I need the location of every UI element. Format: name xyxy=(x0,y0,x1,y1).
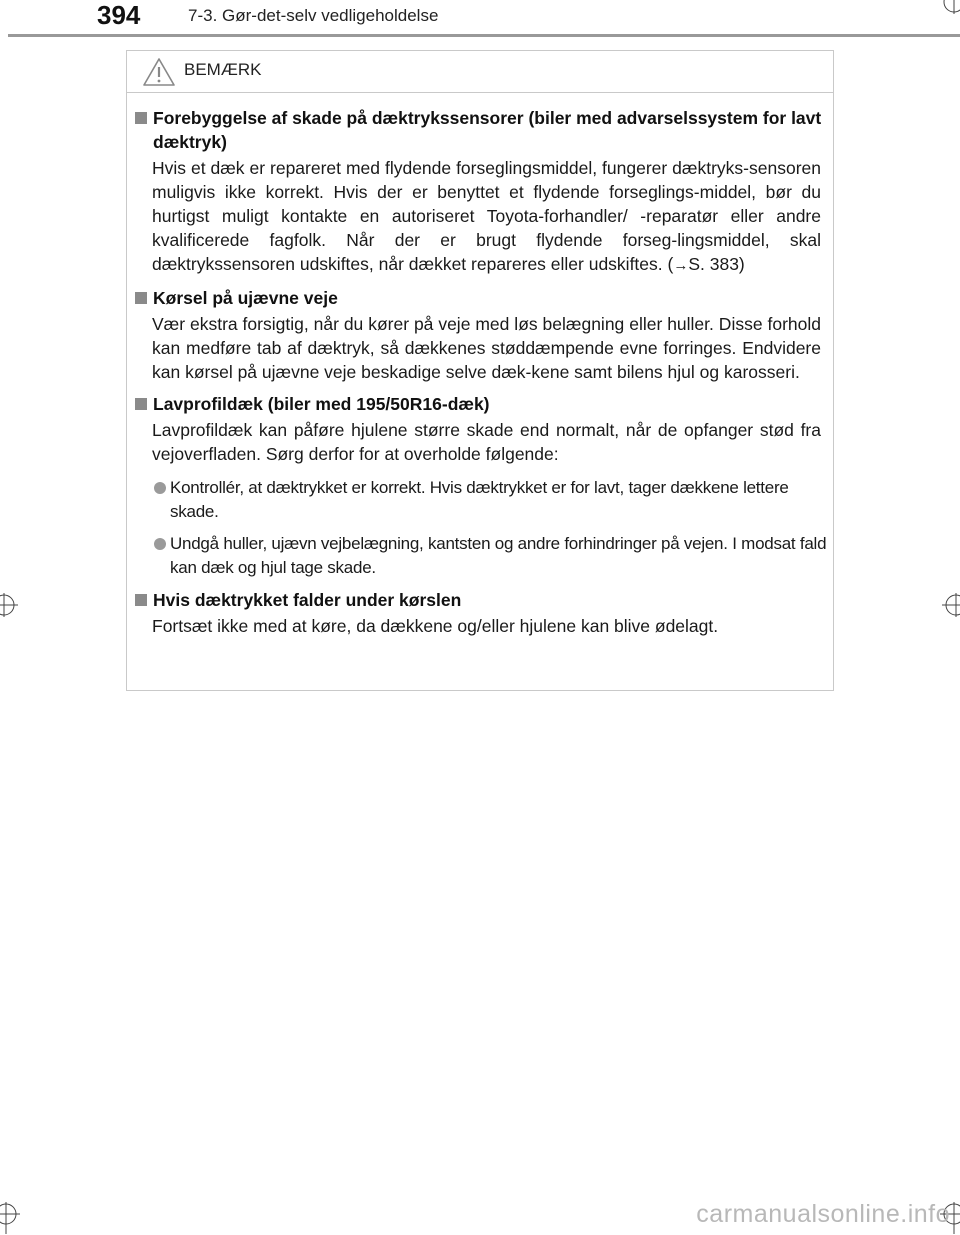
square-bullet-icon xyxy=(135,594,147,606)
section-title: Lavprofildæk (biler med 195/50R16-dæk) xyxy=(127,392,833,416)
section-title: Kørsel på ujævne veje xyxy=(127,286,833,310)
section-paragraph: Hvis et dæk er repareret med flydende forseglingsmiddel, fungerer dæktryks-sensoren muligvis ikke korrekt. Hvis der er benyttet et flydende forseglings-middel, bør du hurtigst muligt kontakte en autoriseret Toyota-forhandler/ -reparatør eller andre kvalificerede fagfolk. Når der er brugt flydende forseg-lingsmiddel, skal dæktrykssensoren udskiftes, når dækket repareres eller udskiftes. (→S. 383) xyxy=(152,158,821,274)
warning-triangle-icon xyxy=(142,57,176,87)
square-bullet-icon xyxy=(135,292,147,304)
watermark: carmanualsonline.info xyxy=(696,1200,950,1228)
section-low-profile-tires xyxy=(127,392,833,580)
crop-mark-left-middle-icon xyxy=(0,592,22,618)
list-item: Kontrollér, at dæktrykket er korrekt. Hvis dæktrykket er for lavt, tager dækkene lettere skade. xyxy=(127,476,833,524)
section-paragraph: Vær ekstra forsigtig, når du kører på veje med løs belægning eller huller. Disse forhold kan medføre tab af dæktryk, så dækkenes støddæmpende evne forringes. Endvidere kan kørsel på ujævne veje beskadige selve dæk-kene samt bilens hjul og karosseri. xyxy=(152,314,821,382)
notice-content xyxy=(127,106,833,646)
list-item: Undgå huller, ujævn vejbelægning, kantsten og andre forhindringer på vejen. I modsat fald kan dæk og hjul tage skade. xyxy=(127,532,833,580)
crop-mark-right-middle-icon xyxy=(938,592,960,618)
arrow-right-icon: → xyxy=(673,257,689,274)
square-bullet-icon xyxy=(135,112,147,124)
page-reference-link[interactable]: S. 383) xyxy=(688,254,745,274)
notice-box xyxy=(126,50,834,691)
section-pressure-drop xyxy=(127,588,833,638)
crop-mark-bottom-left-icon xyxy=(0,1200,24,1235)
section-paragraph: Lavprofildæk kan påføre hjulene større skade end normalt, når de opfanger stød fra vejoverfladen. Sørg derfor for at overholde følgende: xyxy=(152,420,821,464)
section-title: Forebyggelse af skade på dæktrykssensorer (biler med advarselssystem for lavt dæktryk) xyxy=(127,106,833,154)
round-bullet-icon xyxy=(154,482,166,494)
notice-header xyxy=(127,51,833,93)
notice-label: BEMÆRK xyxy=(184,60,262,79)
page-number: 394 xyxy=(97,0,141,30)
section-tire-pressure-sensor xyxy=(127,106,833,278)
section-paragraph: Fortsæt ikke med at køre, da dækkene og/eller hjulene kan blive ødelagt. xyxy=(152,616,719,636)
section-title: Hvis dæktrykket falder under kørslen xyxy=(127,588,833,612)
round-bullet-icon xyxy=(154,538,166,550)
section-rough-roads xyxy=(127,286,833,384)
header-rule xyxy=(8,34,960,37)
square-bullet-icon xyxy=(135,398,147,410)
chapter-title: 7-3. Gør-det-selv vedligeholdelse xyxy=(188,6,439,25)
bullet-list xyxy=(127,476,833,580)
crop-mark-top-right-icon xyxy=(940,0,960,16)
